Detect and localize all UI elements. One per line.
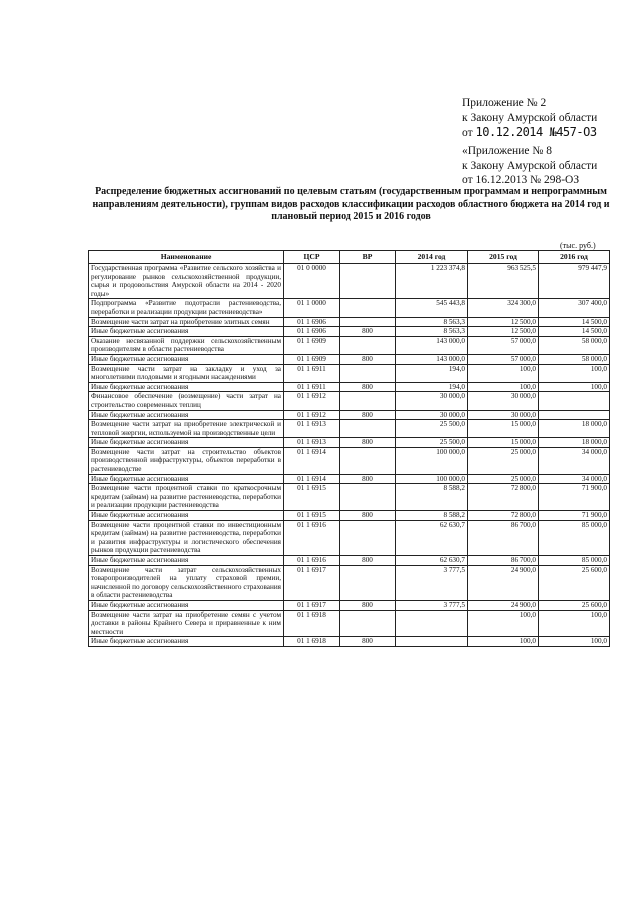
row-vr-cell: 800 bbox=[340, 327, 396, 337]
row-2016-cell: 25 600,0 bbox=[539, 600, 610, 610]
row-2015-cell: 15 000,0 bbox=[468, 438, 539, 448]
row-2014-cell: 143 000,0 bbox=[396, 336, 468, 354]
row-name-cell: Государственная программа «Развитие сельского хозяйства и регулирование рынков сельскохозяйственной продукции, сырья и продовольствия Амурской области на 2014 - 2020 годы» bbox=[89, 264, 284, 299]
row-csr-cell: 01 1 6917 bbox=[284, 565, 340, 600]
row-csr-cell: 01 1 6914 bbox=[284, 447, 340, 474]
row-csr-cell: 01 1 6911 bbox=[284, 364, 340, 382]
column-header-2016: 2016 год bbox=[539, 251, 610, 264]
amended-appendix-date: от 16.12.2013 № 298-ОЗ bbox=[462, 174, 580, 186]
row-name-cell: Иные бюджетные ассигнования bbox=[89, 382, 284, 392]
column-header-2015: 2015 год bbox=[468, 251, 539, 264]
row-vr-cell: 800 bbox=[340, 511, 396, 521]
row-2016-cell: 100,0 bbox=[539, 637, 610, 647]
column-header-csr: ЦСР bbox=[284, 251, 340, 264]
appendix-date-handwritten: 10.12.2014 №457-ОЗ bbox=[475, 125, 597, 139]
row-2016-cell: 34 000,0 bbox=[539, 474, 610, 484]
table-row bbox=[89, 420, 610, 438]
row-2016-cell: 58 000,0 bbox=[539, 354, 610, 364]
table-row bbox=[89, 610, 610, 637]
row-2014-cell: 3 777,5 bbox=[396, 600, 468, 610]
row-2014-cell bbox=[396, 637, 468, 647]
row-vr-cell: 800 bbox=[340, 410, 396, 420]
row-2014-cell: 8 563,3 bbox=[396, 317, 468, 327]
table-row bbox=[89, 511, 610, 521]
row-2014-cell: 25 500,0 bbox=[396, 438, 468, 448]
row-2015-cell: 12 500,0 bbox=[468, 317, 539, 327]
row-2015-cell: 100,0 bbox=[468, 610, 539, 637]
row-vr-cell bbox=[340, 317, 396, 327]
row-2016-cell: 100,0 bbox=[539, 382, 610, 392]
table-row bbox=[89, 317, 610, 327]
row-2014-cell: 25 500,0 bbox=[396, 420, 468, 438]
row-name-cell: Оказание несвязанной поддержки сельскохозяйственным производителям в области растениеводства bbox=[89, 336, 284, 354]
row-2015-cell: 57 000,0 bbox=[468, 354, 539, 364]
row-csr-cell: 01 1 6909 bbox=[284, 354, 340, 364]
amended-appendix-title: «Приложение № 8 bbox=[462, 145, 552, 157]
row-csr-cell: 01 1 6917 bbox=[284, 600, 340, 610]
row-name-cell: Иные бюджетные ассигнования bbox=[89, 354, 284, 364]
appendix-law: к Закону Амурской области bbox=[462, 111, 598, 124]
row-2016-cell: 14 500,0 bbox=[539, 327, 610, 337]
row-csr-cell: 01 1 6912 bbox=[284, 410, 340, 420]
row-vr-cell: 800 bbox=[340, 474, 396, 484]
row-vr-cell: 800 bbox=[340, 438, 396, 448]
column-header-vr: ВР bbox=[340, 251, 396, 264]
table-row bbox=[89, 410, 610, 420]
row-vr-cell bbox=[340, 299, 396, 317]
row-2014-cell: 100 000,0 bbox=[396, 447, 468, 474]
table-row bbox=[89, 484, 610, 511]
row-2014-cell: 8 588,2 bbox=[396, 484, 468, 511]
row-vr-cell: 800 bbox=[340, 382, 396, 392]
row-name-cell: Возмещение части затрат на строительство объектов производственной инфраструктуры, объектов переработки в растениеводстве bbox=[89, 447, 284, 474]
row-csr-cell: 01 1 6909 bbox=[284, 336, 340, 354]
row-2016-cell: 14 500,0 bbox=[539, 317, 610, 327]
row-name-cell: Финансовое обеспечение (возмещение) части затрат на строительство современных теплиц bbox=[89, 392, 284, 410]
row-csr-cell: 01 1 6915 bbox=[284, 511, 340, 521]
row-2014-cell: 545 443,8 bbox=[396, 299, 468, 317]
row-vr-cell bbox=[340, 364, 396, 382]
units-label: (тыс. руб.) bbox=[560, 241, 596, 250]
row-vr-cell: 800 bbox=[340, 637, 396, 647]
row-csr-cell: 01 0 0000 bbox=[284, 264, 340, 299]
row-vr-cell bbox=[340, 484, 396, 511]
row-csr-cell: 01 1 6913 bbox=[284, 420, 340, 438]
column-header-2014: 2014 год bbox=[396, 251, 468, 264]
row-2014-cell: 62 630,7 bbox=[396, 520, 468, 555]
row-2015-cell: 25 000,0 bbox=[468, 447, 539, 474]
row-2016-cell bbox=[539, 392, 610, 410]
table-body bbox=[89, 264, 610, 647]
row-csr-cell: 01 1 0000 bbox=[284, 299, 340, 317]
row-2014-cell: 143 000,0 bbox=[396, 354, 468, 364]
row-2014-cell: 100 000,0 bbox=[396, 474, 468, 484]
row-2015-cell: 100,0 bbox=[468, 382, 539, 392]
appendix-title: Приложение № 2 bbox=[462, 97, 547, 109]
row-2016-cell: 34 000,0 bbox=[539, 447, 610, 474]
row-csr-cell: 01 1 6916 bbox=[284, 520, 340, 555]
row-2014-cell: 8 588,2 bbox=[396, 511, 468, 521]
row-vr-cell bbox=[340, 336, 396, 354]
row-2015-cell: 30 000,0 bbox=[468, 410, 539, 420]
row-2015-cell: 963 525,5 bbox=[468, 264, 539, 299]
row-name-cell: Возмещение части затрат на закладку и уход за многолетними плодовыми и ягодными насаждениями bbox=[89, 364, 284, 382]
row-2015-cell: 72 800,0 bbox=[468, 511, 539, 521]
row-2014-cell: 1 223 374,8 bbox=[396, 264, 468, 299]
appendix-date bbox=[462, 125, 597, 141]
row-2015-cell: 86 700,0 bbox=[468, 520, 539, 555]
row-name-cell: Иные бюджетные ассигнования bbox=[89, 556, 284, 566]
row-vr-cell bbox=[340, 565, 396, 600]
table-row bbox=[89, 327, 610, 337]
row-2015-cell: 324 300,0 bbox=[468, 299, 539, 317]
row-2015-cell: 24 900,0 bbox=[468, 600, 539, 610]
row-name-cell: Подпрограмма «Развитие подотрасли растениеводства, переработки и реализации продукции растениеводства» bbox=[89, 299, 284, 317]
row-vr-cell bbox=[340, 392, 396, 410]
appendix-date-prefix: от bbox=[462, 127, 473, 139]
row-vr-cell bbox=[340, 520, 396, 555]
row-2014-cell: 194,0 bbox=[396, 364, 468, 382]
row-2014-cell: 30 000,0 bbox=[396, 410, 468, 420]
table-row bbox=[89, 438, 610, 448]
row-csr-cell: 01 1 6906 bbox=[284, 317, 340, 327]
appendix-header bbox=[462, 96, 597, 141]
table-row bbox=[89, 474, 610, 484]
table-row bbox=[89, 364, 610, 382]
row-2014-cell bbox=[396, 610, 468, 637]
budget-table bbox=[88, 250, 610, 647]
row-csr-cell: 01 1 6915 bbox=[284, 484, 340, 511]
row-2015-cell: 30 000,0 bbox=[468, 392, 539, 410]
row-csr-cell: 01 1 6911 bbox=[284, 382, 340, 392]
row-2015-cell: 24 900,0 bbox=[468, 565, 539, 600]
row-csr-cell: 01 1 6918 bbox=[284, 637, 340, 647]
table-row bbox=[89, 556, 610, 566]
row-name-cell: Иные бюджетные ассигнования bbox=[89, 637, 284, 647]
table-row bbox=[89, 637, 610, 647]
table-row bbox=[89, 565, 610, 600]
row-csr-cell: 01 1 6912 bbox=[284, 392, 340, 410]
row-2015-cell: 86 700,0 bbox=[468, 556, 539, 566]
row-name-cell: Иные бюджетные ассигнования bbox=[89, 474, 284, 484]
row-csr-cell: 01 1 6916 bbox=[284, 556, 340, 566]
table-row bbox=[89, 600, 610, 610]
row-name-cell: Иные бюджетные ассигнования bbox=[89, 511, 284, 521]
row-name-cell: Возмещение части затрат на приобретение семян с учетом доставки в районы Крайнего Севера и приравненные к ним местности bbox=[89, 610, 284, 637]
row-csr-cell: 01 1 6918 bbox=[284, 610, 340, 637]
row-2016-cell: 85 000,0 bbox=[539, 520, 610, 555]
table-header-row bbox=[89, 251, 610, 264]
row-vr-cell bbox=[340, 447, 396, 474]
row-name-cell: Иные бюджетные ассигнования bbox=[89, 600, 284, 610]
table-row bbox=[89, 447, 610, 474]
row-2015-cell: 15 000,0 bbox=[468, 420, 539, 438]
row-2014-cell: 30 000,0 bbox=[396, 392, 468, 410]
row-2016-cell: 18 000,0 bbox=[539, 420, 610, 438]
row-2016-cell: 18 000,0 bbox=[539, 438, 610, 448]
row-name-cell: Иные бюджетные ассигнования bbox=[89, 327, 284, 337]
row-name-cell: Возмещение части затрат на приобретение элитных семян bbox=[89, 317, 284, 327]
table-row bbox=[89, 354, 610, 364]
row-2016-cell bbox=[539, 410, 610, 420]
row-vr-cell bbox=[340, 610, 396, 637]
column-header-name: Наименование bbox=[89, 251, 284, 264]
table-row bbox=[89, 336, 610, 354]
table-row bbox=[89, 392, 610, 410]
row-2016-cell: 71 900,0 bbox=[539, 484, 610, 511]
row-2016-cell: 100,0 bbox=[539, 364, 610, 382]
amended-appendix-header bbox=[462, 144, 597, 188]
row-2015-cell: 25 000,0 bbox=[468, 474, 539, 484]
row-name-cell: Возмещение части процентной ставки по краткосрочным кредитам (займам) на развитие растениеводства, переработки и реализации продукции растениеводства bbox=[89, 484, 284, 511]
row-name-cell: Возмещение части процентной ставки по инвестиционным кредитам (займам) на развитие растениеводства, переработки и развития инфраструктуры и логистического обеспечения рынков продукции растениеводства bbox=[89, 520, 284, 555]
row-vr-cell bbox=[340, 264, 396, 299]
row-2016-cell: 307 400,0 bbox=[539, 299, 610, 317]
document-title: Распределение бюджетных ассигнований по целевым статьям (государственным программам и непрограммным направлениям деятельности), группам видов расходов классификации расходов областного бюджета на 2014 год и плановый период 2015 и 2016 годов bbox=[92, 186, 610, 222]
row-name-cell: Возмещение части затрат на приобретение электрической и тепловой энергии, используемой на производственные цели bbox=[89, 420, 284, 438]
table-row bbox=[89, 520, 610, 555]
row-vr-cell bbox=[340, 420, 396, 438]
row-2014-cell: 62 630,7 bbox=[396, 556, 468, 566]
row-2016-cell: 979 447,9 bbox=[539, 264, 610, 299]
row-2014-cell: 194,0 bbox=[396, 382, 468, 392]
row-2015-cell: 12 500,0 bbox=[468, 327, 539, 337]
table-row bbox=[89, 382, 610, 392]
row-2014-cell: 3 777,5 bbox=[396, 565, 468, 600]
row-2016-cell: 100,0 bbox=[539, 610, 610, 637]
row-csr-cell: 01 1 6913 bbox=[284, 438, 340, 448]
row-name-cell: Возмещение части затрат сельскохозяйственных товаропроизводителей на уплату страховой премии, начисленной по договору сельскохозяйственного страхования в области растениеводства bbox=[89, 565, 284, 600]
row-2016-cell: 85 000,0 bbox=[539, 556, 610, 566]
row-2015-cell: 100,0 bbox=[468, 637, 539, 647]
row-vr-cell: 800 bbox=[340, 600, 396, 610]
row-2015-cell: 100,0 bbox=[468, 364, 539, 382]
row-2015-cell: 72 800,0 bbox=[468, 484, 539, 511]
row-2014-cell: 8 563,3 bbox=[396, 327, 468, 337]
row-vr-cell: 800 bbox=[340, 354, 396, 364]
amended-appendix-law: к Закону Амурской области bbox=[462, 159, 598, 172]
row-csr-cell: 01 1 6914 bbox=[284, 474, 340, 484]
row-name-cell: Иные бюджетные ассигнования bbox=[89, 438, 284, 448]
row-2016-cell: 25 600,0 bbox=[539, 565, 610, 600]
table-row bbox=[89, 299, 610, 317]
row-csr-cell: 01 1 6906 bbox=[284, 327, 340, 337]
row-2015-cell: 57 000,0 bbox=[468, 336, 539, 354]
row-vr-cell: 800 bbox=[340, 556, 396, 566]
row-name-cell: Иные бюджетные ассигнования bbox=[89, 410, 284, 420]
row-2016-cell: 71 900,0 bbox=[539, 511, 610, 521]
row-2016-cell: 58 000,0 bbox=[539, 336, 610, 354]
table-row bbox=[89, 264, 610, 299]
